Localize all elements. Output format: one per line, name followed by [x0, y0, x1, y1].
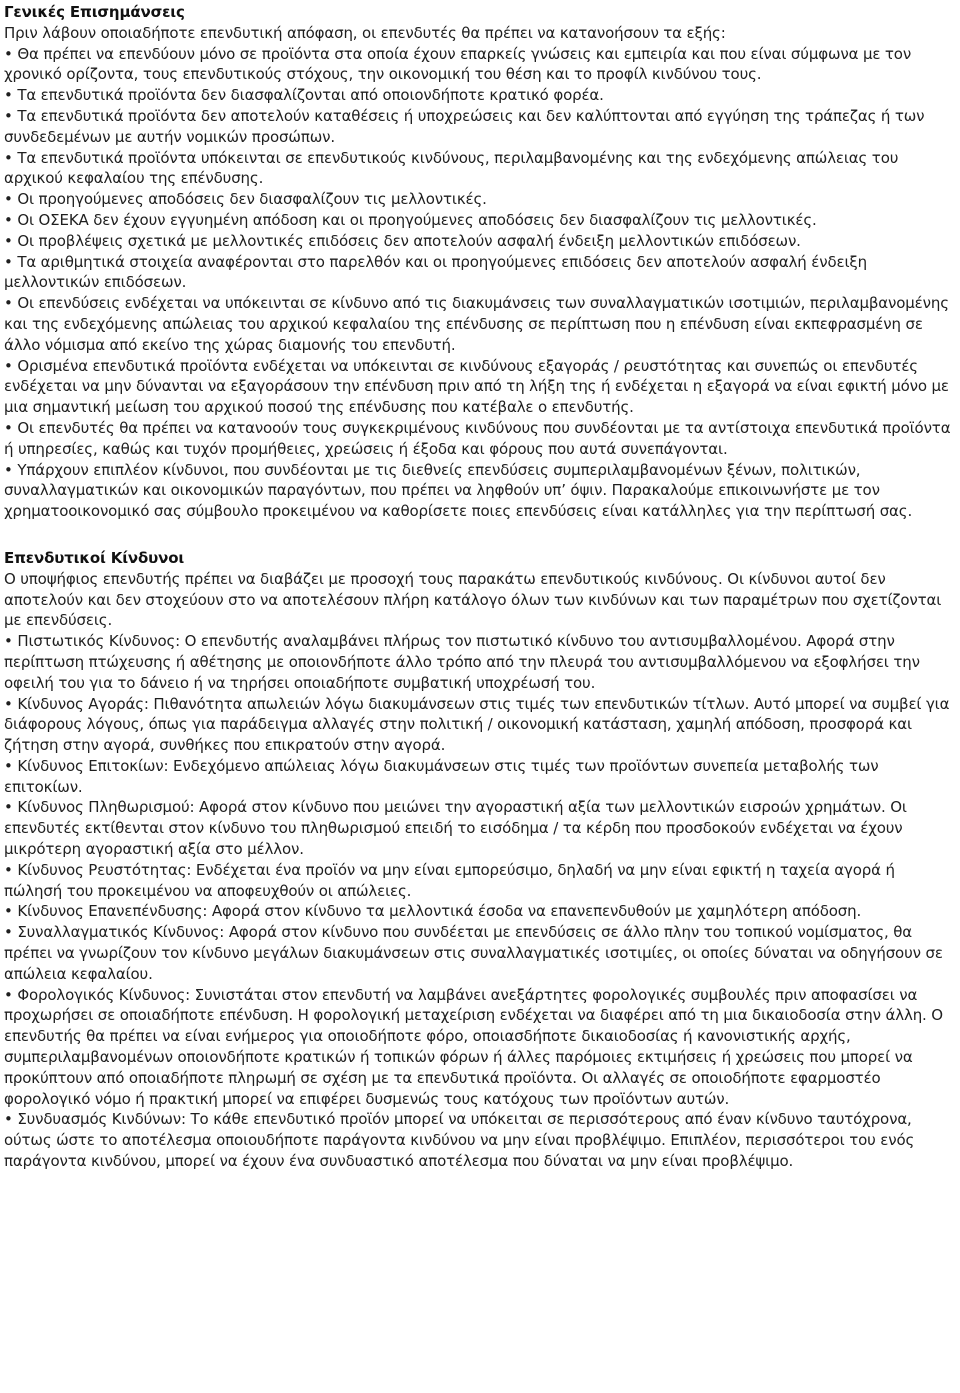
risk-item: • Κίνδυνος Επανεπένδυσης: Αφορά στον κίνδυνο τα μελλοντικά έσοδα να επανεπενδυθούν με χαμηλότερη απόδοση. [4, 902, 862, 921]
general-notices-section [4, 2, 952, 522]
bullet-item: • Υπάρχουν επιπλέον κίνδυνοι, που συνδέονται με τις διεθνείς επενδύσεις συμπεριλαμβανομένων ξένων, πολιτικών, συναλλαγματικών και οικονομικών παραγόντων, που πρέπει να ληφθούν υπ’ όψιν. Παρακαλούμε επικοινωνήστε με τον χρηματοοικονομικό σας σύμβουλο προκειμένου να καθορίσετε ποιες επενδύσεις είναι κατάλληλες για την περίπτωσή σας. [4, 460, 913, 521]
bullet-item: • Τα επενδυτικά προϊόντα δεν διασφαλίζονται από οποιονδήποτε κρατικό φορέα. [4, 86, 604, 105]
bullet-item: • Οι επενδυτές θα πρέπει να κατανοούν τους συγκεκριμένους κινδύνους που συνδέονται με τα αντίστοιχα επενδυτικά προϊόντα ή υπηρεσίες, καθώς και τυχόν προμήθειες, χρεώσεις ή έξοδα και φόρους που αυτά συνεπάγονται. [4, 418, 951, 458]
risk-item: • Κίνδυνος Πληθωρισμού: Αφορά στον κίνδυνο που μειώνει την αγοραστική αξία των μελλοντικών εισροών χρημάτων. Οι επενδυτές εκτίθενται στον κίνδυνο του πληθωρισμού επειδή το εισόδημα / τα κέρδη που προσδοκούν ενδέχεται να έχουν μικρότερη αγοραστική αξία στο μέλλον. [4, 798, 907, 859]
bullet-item: • Ορισμένα επενδυτικά προϊόντα ενδέχεται να υπόκεινται σε κινδύνους εξαγοράς / ρευστότητας και συνεπώς οι επενδυτές ενδέχεται να μην δύνανται να εξαγοράσουν την επένδυση πριν από τη λήξη της ή ενδέχεται η εξαγορά να είναι εφικτή μόνο με μια σημαντική μείωση του αρχικού ποσού της επένδυσης που κατέβαλε ο επενδυτής. [4, 356, 949, 417]
risk-item: • Κίνδυνος Ρευστότητας: Ενδέχεται ένα προϊόν να μην είναι εμπορεύσιμο, δηλαδή να μην είναι εφικτή η ταχεία αγορά ή πώλησή του προκειμένου να αποφευχθούν οι απώλειες. [4, 860, 895, 900]
risk-item: • Φορολογικός Κίνδυνος: Συνιστάται στον επενδυτή να λαμβάνει ανεξάρτητες φορολογικές συμβουλές πριν αποφασίσει να προχωρήσει σε οποιαδήποτε επένδυση. Η φορολογική μεταχείριση ενδέχεται να διαφέρει από τη μια δικαιοδοσία στην άλλη. Ο επενδυτής θα πρέπει να είναι ενήμερος για οποιοδήποτε φόρο, οποιασδήποτε δικαιοδοσίας ή κανονιστικής αρχής, συμπεριλαμβανομένων οποιονδήποτε κρατικών ή τοπικών φόρων ή άλλες παρόμοιες εκτιμήσεις ή χρεώσεις που μπορεί να προκύπτουν από οποιαδήποτε πληρωμή σε σχέση με τα επενδυτικά προϊόντα. Οι αλλαγές σε οποιοδήποτε εφαρμοστέο φορολογικό νόμο ή πρακτική μπορεί να επιφέρει δυσμενώς τους κατόχους των προϊόντων αυτών. [4, 985, 943, 1108]
section-spacer [4, 522, 952, 548]
bullet-item: • Οι προηγούμενες αποδόσεις δεν διασφαλίζουν τις μελλοντικές. [4, 190, 487, 209]
bullet-item: • Τα αριθμητικά στοιχεία αναφέρονται στο παρελθόν και οι προηγούμενες επιδόσεις δεν αποτελούν ασφαλή ένδειξη μελλοντικών επιδόσεων. [4, 252, 867, 292]
document-page [4, 2, 952, 1172]
general-notices-intro: Πριν λάβουν οποιαδήποτε επενδυτική απόφαση, οι επενδυτές θα πρέπει να κατανοήσουν τα εξής: [4, 23, 726, 42]
bullet-item: • Οι ΟΣΕΚΑ δεν έχουν εγγυημένη απόδοση και οι προηγούμενες αποδόσεις δεν διασφαλίζουν τις μελλοντικές. [4, 210, 817, 229]
risk-item: • Συνδυασμός Κινδύνων: Το κάθε επενδυτικό προϊόν μπορεί να υπόκειται σε περισσότερους από έναν κίνδυνο ταυτόχρονα, ούτως ώστε το αποτέλεσμα οποιουδήποτε παράγοντα κινδύνου να μην είναι προβλέψιμο. Επιπλέον, περισσότεροι του ενός παράγοντα κινδύνου, μπορεί να έχουν ένα συνδυαστικό αποτέλεσμα που δύναται να μην είναι προβλέψιμο. [4, 1110, 915, 1171]
risk-item: • Κίνδυνος Αγοράς: Πιθανότητα απωλειών λόγω διακυμάνσεων στις τιμές των επενδυτικών τίτλων. Αυτό μπορεί να συμβεί για διάφορους λόγους, όπως για παράδειγμα αλλαγές στην πολιτική / οικονομική κατάσταση, χαμηλή απόδοση, προσφορά και ζήτηση στην αγορά, συνθήκες που επικρατούν στην αγορά. [4, 694, 950, 755]
risk-item: • Κίνδυνος Επιτοκίων: Ενδεχόμενο απώλειας λόγω διακυμάνσεων στις τιμές των προϊόντων συνεπεία μεταβολής των επιτοκίων. [4, 756, 879, 796]
investment-risks-section [4, 548, 952, 1172]
risk-item: • Συναλλαγματικός Κίνδυνος: Αφορά στον κίνδυνο που συνδέεται με επενδύσεις σε άλλο πλην του τοπικού νομίσματος, θα πρέπει να γνωρίζουν τον κίνδυνο μεγάλων διακυμάνσεων στις συναλλαγματικές ισοτιμίες, οι οποίες δύναται να οδηγήσουν σε απώλεια κεφαλαίου. [4, 923, 943, 983]
bullet-item: • Οι προβλέψεις σχετικά με μελλοντικές επιδόσεις δεν αποτελούν ασφαλή ένδειξη μελλοντικών επιδόσεων. [4, 231, 801, 250]
bullet-item: • Τα επενδυτικά προϊόντα δεν αποτελούν καταθέσεις ή υποχρεώσεις και δεν καλύπτονται από εγγύηση της τράπεζας ή των συνδεδεμένων με αυτήν νομικών προσώπων. [4, 106, 925, 146]
risk-item: • Πιστωτικός Κίνδυνος: Ο επενδυτής αναλαμβάνει πλήρως τον πιστωτικό κίνδυνο του αντισυμβαλλομένου. Αφορά στην περίπτωση πτώχευσης ή αθέτησης με οποιονδήποτε άλλο τρόπο από την πλευρά του αντισυμβαλλόμενου να εξοφλήσει την οφειλή του για το δάνειο ή να τηρήσει οποιαδήποτε συμβατική υποχρέωσή του. [4, 632, 920, 692]
investment-risks-intro: Ο υποψήφιος επενδυτής πρέπει να διαβάζει με προσοχή τους παρακάτω επενδυτικούς κινδύνους. Οι κίνδυνοι αυτοί δεν αποτελούν και δεν στοχεύουν στο να αποτελέσουν πλήρη κατάλογο όλων των κινδύνων και των παραμέτρων που σχετίζονται με επενδύσεις. [4, 569, 942, 630]
bullet-item: • Τα επενδυτικά προϊόντα υπόκεινται σε επενδυτικούς κινδύνους, περιλαμβανομένης και της ενδεχόμενης απώλειας του αρχικού κεφαλαίου της επένδυσης. [4, 148, 899, 188]
section-title-investment-risks: Επενδυτικοί Κίνδυνοι [4, 548, 185, 567]
bullet-item: • Οι επενδύσεις ενδέχεται να υπόκεινται σε κίνδυνο από τις διακυμάνσεις των συναλλαγματικών ισοτιμιών, περιλαμβανομένης και της ενδεχόμενης απώλειας του αρχικού κεφαλαίου της επένδυσης σε περίπτωση που η επένδυση είναι εκπεφρασμένη σε άλλο νόμισμα από εκείνο της χώρας διαμονής του επενδυτή. [4, 294, 949, 354]
bullet-item: • Θα πρέπει να επενδύουν μόνο σε προϊόντα στα οποία έχουν επαρκείς γνώσεις και εμπειρία και που είναι σύμφωνα με τον χρονικό ορίζοντα, τους επενδυτικούς στόχους, την οικονομική του θέση και το προφίλ κινδύνου τους. [4, 44, 912, 84]
section-title-general-notices: Γενικές Επισημάνσεις [4, 3, 185, 21]
